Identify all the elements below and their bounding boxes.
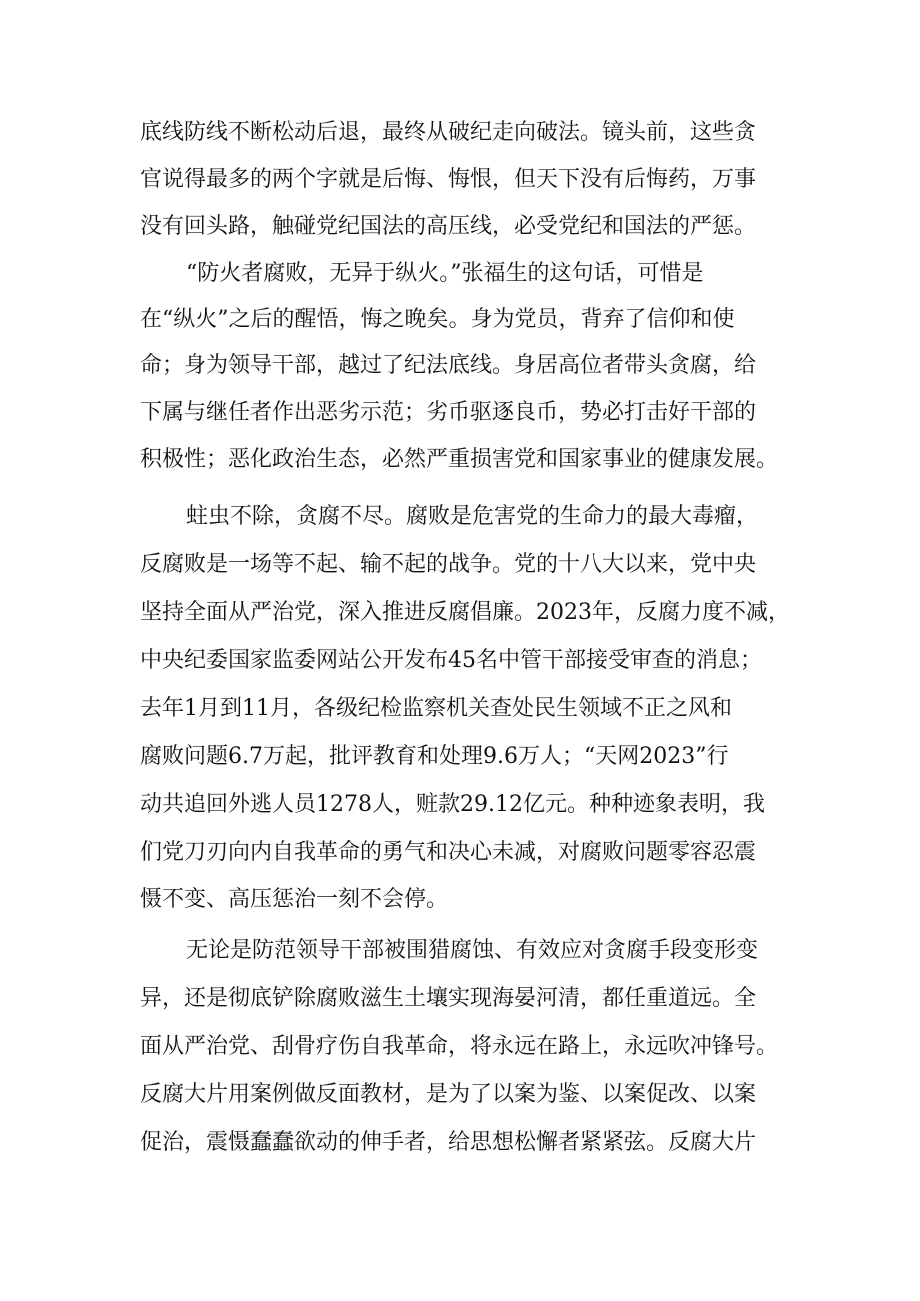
paragraph-3-line-7: 动共追回外逃人员1278人，赃款29.12亿元。种种迹象表明，我 bbox=[140, 792, 765, 817]
paragraph-3-line-6: 腐败问题6.7万起，批评教育和处理9.6万人；“天网2023”行 bbox=[140, 744, 729, 769]
paragraph-3-line-4: 中央纪委国家监委网站公开发布45名中管干部接受审查的消息； bbox=[140, 648, 762, 673]
paragraph-3-line-2: 反腐败是一场等不起、输不起的战争。党的十八大以来，党中央 bbox=[140, 552, 757, 577]
paragraph-3-line-1: 蛀虫不除，贪腐不尽。腐败是危害党的生命力的最大毒瘤， bbox=[186, 504, 759, 529]
paragraph-2-line-3: 命；身为领导干部，越过了纪法底线。身居高位者带头贪腐，给 bbox=[140, 353, 757, 378]
paragraph-1-line-3: 没有回头路，触碰党纪国法的高压线，必受党纪和国法的严惩。 bbox=[140, 214, 757, 239]
paragraph-2-line-1: “防火者腐败，无异于纵火。”张福生的这句话，可惜是 bbox=[186, 261, 704, 286]
paragraph-4-line-4: 反腐大片用案例做反面教材，是为了以案为鉴、以案促改、以案 bbox=[140, 1082, 757, 1107]
paragraph-2-line-4: 下属与继任者作出恶劣示范；劣币驱逐良币，势必打击好干部的 bbox=[140, 400, 757, 425]
paragraph-1-line-1: 底线防线不断松动后退，最终从破纪走向破法。镜头前，这些贪 bbox=[140, 120, 757, 145]
paragraph-3-line-9: 慑不变、高压惩治一刻不会停。 bbox=[140, 887, 449, 912]
paragraph-4-line-1: 无论是防范领导干部被围猎腐蚀、有效应对贪腐手段变形变 bbox=[186, 938, 759, 963]
paragraph-4-line-3: 面从严治党、刮骨疗伤自我革命，将永远在路上，永远吹冲锋号。 bbox=[140, 1034, 779, 1059]
paragraph-3-line-5: 去年1月到11月，各级纪检监察机关查处民生领域不正之风和 bbox=[140, 696, 732, 721]
paragraph-2-line-5: 积极性；恶化政治生态，必然严重损害党和国家事业的健康发展。 bbox=[140, 447, 779, 472]
paragraph-3-line-8: 们党刀刃向内自我革命的勇气和决心未减，对腐败问题零容忍震 bbox=[140, 840, 757, 865]
paragraph-4-line-2: 异，还是彻底铲除腐败滋生土壤实现海晏河清，都任重道远。全 bbox=[140, 986, 757, 1011]
paragraph-2-line-2: 在“纵火”之后的醒悟，悔之晚矣。身为党员，背弃了信仰和使 bbox=[140, 307, 735, 332]
paragraph-4-line-5: 促治，震慑蠢蠢欲动的伸手者，给思想松懈者紧紧弦。反腐大片 bbox=[140, 1130, 757, 1155]
paragraph-1-line-2: 官说得最多的两个字就是后悔、悔恨，但天下没有后悔药，万事 bbox=[140, 167, 757, 192]
paragraph-3-line-3: 坚持全面从严治党，深入推进反腐倡廉。2023年，反腐力度不减， bbox=[140, 600, 790, 625]
